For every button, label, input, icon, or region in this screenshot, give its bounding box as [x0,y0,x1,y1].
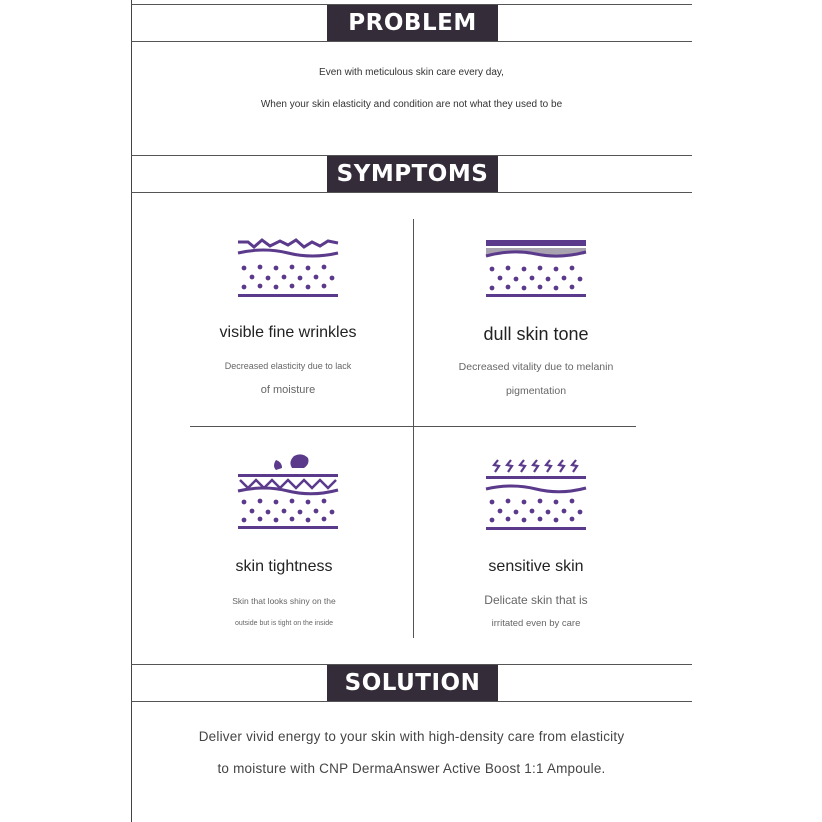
symptom-desc1-sensitive: Delicate skin that is [484,593,588,607]
solution-bottom-rule [131,701,692,702]
solution-line-2: to moisture with CNP DermaAnswer Active Boost 1:1 Ampoule. [217,761,606,776]
symptom-title-tightness: skin tightness [235,558,333,575]
symptom-title-dull: dull skin tone [483,324,589,344]
problem-heading: PROBLEM [327,5,498,41]
solution-line-1: Deliver vivid energy to your skin with high-density care from elasticity [198,729,625,744]
dull-skin-icon [484,238,588,300]
symptoms-horizontal-divider [190,426,636,427]
symptoms-bottom-rule [131,192,692,193]
symptom-desc2-tightness: outside but is tight on the inside [234,620,334,627]
symptom-title-sensitive: sensitive skin [488,558,584,575]
wrinkle-skin-icon [236,237,340,299]
symptom-desc2-sensitive: irritated even by care [491,618,581,629]
symptom-desc1-wrinkles: Decreased elasticity due to lack [224,361,352,371]
problem-line-2: When your skin elasticity and condition are not what they used to be [260,99,563,110]
symptom-desc1-tightness: Skin that looks shiny on the [232,596,336,606]
symptom-desc1-dull: Decreased vitality due to melanin [458,361,614,373]
symptoms-heading: SYMPTOMS [327,156,498,192]
symptom-desc2-dull: pigmentation [505,385,567,397]
left-border-line [131,0,132,822]
sensitive-skin-icon [484,458,588,532]
problem-bottom-rule [131,41,692,42]
solution-heading: SOLUTION [327,665,498,701]
problem-line-1: Even with meticulous skin care every day, [319,67,504,78]
symptom-desc2-wrinkles: of moisture [260,384,316,396]
symptom-title-wrinkles: visible fine wrinkles [219,324,357,341]
tight-skin-icon [236,454,340,530]
symptoms-vertical-divider [413,219,414,638]
